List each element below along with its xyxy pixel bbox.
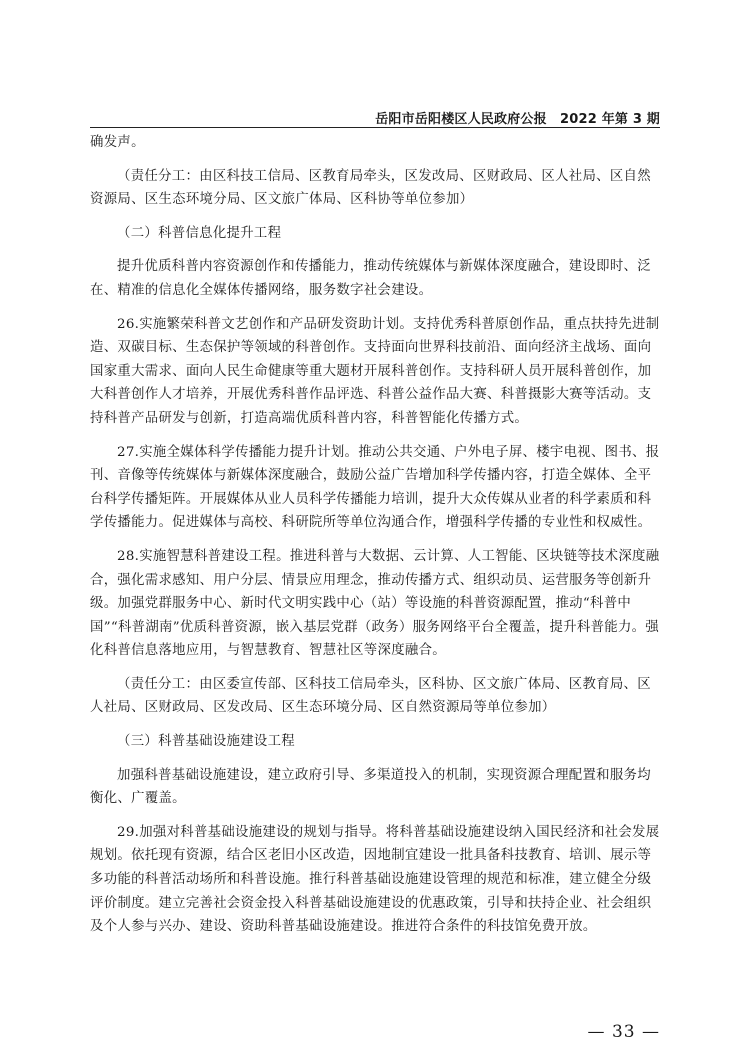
paragraph-continuation: 确发声。 bbox=[90, 135, 145, 150]
page-number: — 33 — bbox=[587, 1022, 660, 1042]
paragraph: 加强科普基础设施建设，建立政府引导、多渠道投入的机制，实现资源合理配置和服务均衡化、广覆盖。 bbox=[90, 767, 651, 807]
paragraph-item-27: 27.实施全媒体科学传播能力提升计划。推动公共交通、户外电子屏、楼宇电视、图书、报刊、音像等传统媒体与新媒体深度融合，鼓励公益广告增加科学传播内容，打造全媒体、全平台科学传播矩阵。开展媒体从业人员科学传播能力培训，提升大众传媒从业者的科学素质和科学传播能力。促进媒体与高校、科研院所等单位沟通合作，增强科学传播的专业性和权威性。 bbox=[90, 444, 660, 531]
gazette-header: 岳阳市岳阳楼区人民政府公报 2022 年第 3 期 bbox=[375, 112, 660, 127]
paragraph-responsibility: （责任分工：由区委宣传部、区科技工信局牵头，区科协、区文旅广体局、区教育局、区人社局、区财政局、区发改局、区生态环境分局、区自然资源局等单位参加） bbox=[90, 676, 651, 716]
header-rule bbox=[90, 127, 660, 128]
section-heading: （三）科普基础设施建设工程 bbox=[117, 734, 295, 750]
paragraph-responsibility: （责任分工：由区科技工信局、区教育局牵头，区发改局、区财政局、区人社局、区自然资源局、区生态环境分局、区文旅广体局、区科协等单位参加） bbox=[90, 168, 651, 208]
paragraph: 提升优质科普内容资源创作和传播能力，推动传统媒体与新媒体深度融合，建设即时、泛在、精准的信息化全媒体传播网络，服务数字社会建设。 bbox=[90, 259, 651, 298]
paragraph-item-29: 29.加强对科普基础设施建设的规划与指导。将科普基础设施建设纳入国民经济和社会发展规划。依托现有资源，结合区老旧小区改造，因地制宜建设一批具备科技教育、培训、展示等多功能的科普活动场所和科普设施。推行科普基础设施建设管理的规范和标准，建立健全分级评价制度。建立完善社会资金投入科普基础设施建设的优惠政策，引导和扶持企业、社会组织及个人参与兴办、建设、资助科普基础设施建设。推进符合条件的科技馆免费开放。 bbox=[90, 824, 660, 935]
paragraph-item-26: 26.实施繁荣科普文艺创作和产品研发资助计划。支持优秀科普原创作品，重点扶持先进制造、双碳目标、生态保护等领域的科普创作。支持面向世界科技前沿、面向经济主战场、面向国家重大需求、面向人民生命健康等重大题材开展科普创作。支持科研人员开展科普创作，加大科普创作人才培养，开展优秀科普作品评选、科普公益作品大赛、科普摄影大赛等活动。支持科普产品研发与创新，打造高端优质科普内容，科普智能化传播方式。 bbox=[90, 316, 660, 426]
paragraph-item-28: 28.实施智慧科普建设工程。推进科普与大数据、云计算、人工智能、区块链等技术深度融合，强化需求感知、用户分层、情景应用理念，推动传播方式、组织动员、运营服务等创新升级。加强党群服务中心、新时代文明实践中心（站）等设施的科普资源配置，推动“科普中国”“科普湖南”优质科普资源，嵌入基层党群（政务）服务网络平台全覆盖，提升科普能力。强化科普信息落地应用，与智慧教育、智慧社区等深度融合。 bbox=[90, 548, 660, 659]
section-heading: （二）科普信息化提升工程 bbox=[117, 225, 282, 241]
document-body bbox=[90, 131, 662, 939]
